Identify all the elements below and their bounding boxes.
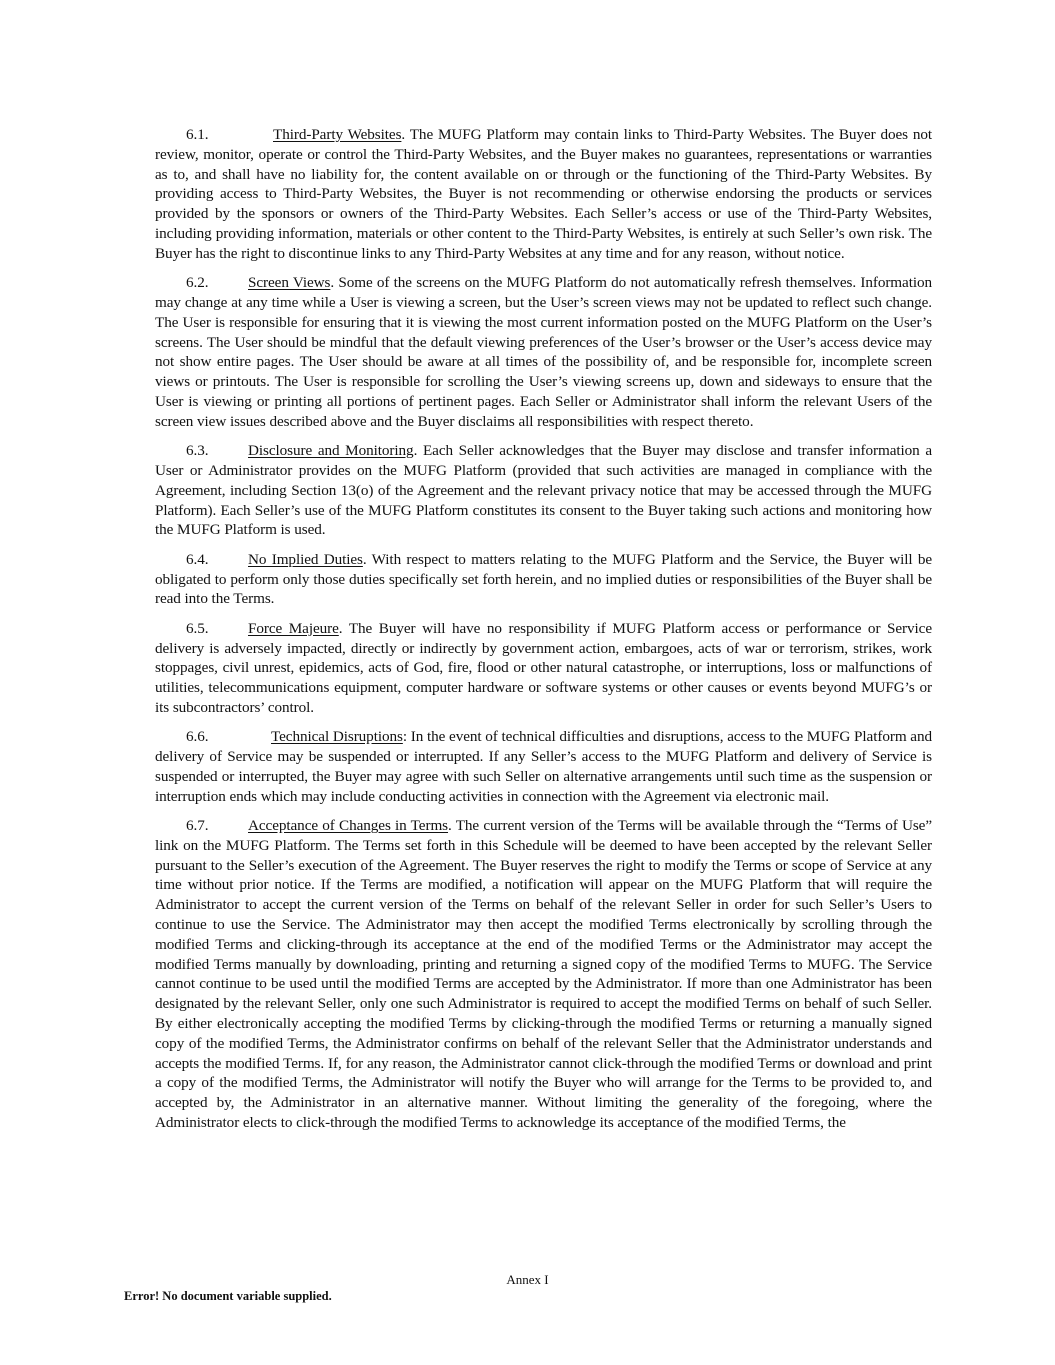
section-heading: Technical Disruptions — [271, 728, 403, 746]
section-heading: Disclosure and Monitoring — [248, 442, 414, 460]
section-body: The MUFG Platform may contain links to Third-Party Websites. The Buyer does not review, monitor, operate or control the Third-Party Websites, and the Buyer makes no guarantees, representations or warranties as to, and shall have no liability for, the content available on or through or the functioning of the Third-Party Websites. By providing access to Third-Party Websites, the Buyer is not recommending or otherwise endorsing the products or services provided by the sponsors or owners of the Third-Party Websites. Each Seller’s access or use of the Third-Party Websites, including providing information, materials or other content to the Third-Party Websites, is entirely at such Seller’s own risk. The Buyer has the right to discontinue links to any Third-Party Websites at any time and for any reason, without notice. — [155, 126, 933, 262]
section-number: 6.1. — [186, 126, 209, 143]
section-number: 6.4. — [186, 550, 209, 568]
section-number: 6.5. — [186, 619, 209, 637]
section-body: With respect to matters relating to the MUFG Platform and the Service, the Buyer will be obligated to perform only those duties specifically set forth herein, and no implied duties or responsibilities of the Buyer shall be read into the Terms. — [155, 550, 932, 608]
document-variable-error: Error! No document variable supplied. — [124, 1289, 332, 1303]
heading-separator: . — [448, 817, 452, 835]
section-6-6 — [155, 727, 932, 806]
section-number: 6.3. — [186, 442, 209, 460]
section-heading: Third-Party Websites — [273, 126, 402, 143]
section-heading: No Implied Duties — [248, 550, 363, 568]
section-heading: Acceptance of Changes in Terms — [248, 817, 449, 835]
section-heading: Force Majeure — [248, 619, 339, 637]
section-heading: Screen Views — [248, 274, 331, 292]
section-6-4 — [155, 550, 932, 609]
section-6-2 — [155, 273, 932, 431]
heading-separator: . — [330, 274, 335, 292]
section-body: In the event of technical difficulties and disruptions, access to the MUFG Platform and delivery of Service may be suspended or interrupted. If any Seller’s access to the MUFG Platform and delivery of Service is suspended or interrupted, the Buyer may agree with such Seller on alternative arrangements until such time as the suspension or interruption ends which may include conducting activities in connection with the Agreement via electronic mail. — [155, 728, 932, 805]
heading-separator: : — [402, 728, 407, 746]
document-body — [155, 125, 932, 1142]
section-body: Each Seller acknowledges that the Buyer may disclose and transfer information a User or Administrator provides on the MUFG Platform (provided that such activities are managed in compliance with the Agreement, including Section 13(o) of the Agreement and the relevant privacy notice that may be accessed through the MUFG Platform). Each Seller’s use of the MUFG Platform constitutes its consent to the Buyer taking such actions and monitoring how the MUFG Platform is used. — [155, 442, 932, 539]
section-6-1 — [155, 125, 932, 264]
section-number: 6.6. — [186, 728, 209, 746]
section-body: The Buyer will have no responsibility if MUFG Platform access or performance or Service delivery is adversely impacted, directly or indirectly by government action, embargoes, acts of war or terrorism, strikes, work stoppages, civil unrest, epidemics, acts of God, fire, flood or other natural catastrophe, or interruptions, loss or malfunctions of utilities, telecommunications equipment, computer hardware or software systems or other causes or events beyond MUFG’s or its subcontractors’ control. — [155, 619, 932, 716]
section-body: Some of the screens on the MUFG Platform do not automatically refresh themselves. Information may change at any time while a User is viewing a screen, but the User’s screen views may not be updated to reflect such change. The User is responsible for ensuring that it is viewing the most current information posted on the MUFG Platform on the User’s screens. The User should be mindful that the default viewing preferences of the User’s browser or the User’s access device may not show entire pages. The User should be aware at all times of the possibility of, and be responsible for, incomplete screen views or printouts. The User is responsible for scrolling the User’s viewing screens up, down and sideways to ensure that the User is viewing or printing all portions of pertinent pages. Each Seller or Administrator shall inform the relevant Users of the screen view issues described above and the Buyer disclaims all responsibilities with respect thereto. — [155, 274, 933, 430]
section-6-3 — [155, 441, 932, 540]
section-6-5 — [155, 619, 932, 718]
section-number: 6.7. — [186, 817, 209, 835]
section-number: 6.2. — [186, 274, 209, 292]
section-6-7 — [155, 816, 932, 1133]
page-footer-label: Annex I — [506, 1272, 549, 1287]
section-body: The current version of the Terms will be available through the “Terms of Use” link on the MUFG Platform. The Terms set forth in this Schedule will be deemed to have been accepted by the relevant Seller pursuant to the Seller’s execution of the Agreement. The Buyer reserves the right to modify the Terms or scope of Service at any time without prior notice. If the Terms are modified, a notification will appear on the MUFG Platform that will require the Administrator to accept the current version of the Terms on behalf of the relevant Seller in order for such Seller’s Users to continue to use the Service. The Administrator may then accept the modified Terms electronically by scrolling through the modified Terms and clicking-through its acceptance at the end of the modified Terms or the Administrator may accept the modified Terms manually by downloading, printing and returning a signed copy of the modified Terms to MUFG. The Service cannot continue to be used until the modified Terms are accepted by the Administrator. If more than one Administrator has been designated by the relevant Seller, only one such Administrator is required to accept the modified Terms on behalf of such Seller. By either electronically accepting the modified Terms by clicking-through the modified Terms or returning a manually signed copy of the modified Terms, the Administrator confirms on behalf of the relevant Seller that the Administrator understands and accepts the modified Terms. If, for any reason, the Administrator cannot click-through the modified Terms or download and print a copy of the modified Terms, the Administrator will notify the Buyer who will arrange for the Terms to be provided to, and accepted by, the Administrator in an alternative manner. Without limiting the generality of the foregoing, where the Administrator elects to click-through the modified Terms to acknowledge its acceptance of the modified Terms, the — [155, 817, 933, 1132]
heading-separator: . — [401, 126, 406, 143]
heading-separator: . — [362, 550, 367, 568]
heading-separator: . — [338, 619, 343, 637]
heading-separator: . — [413, 442, 418, 460]
